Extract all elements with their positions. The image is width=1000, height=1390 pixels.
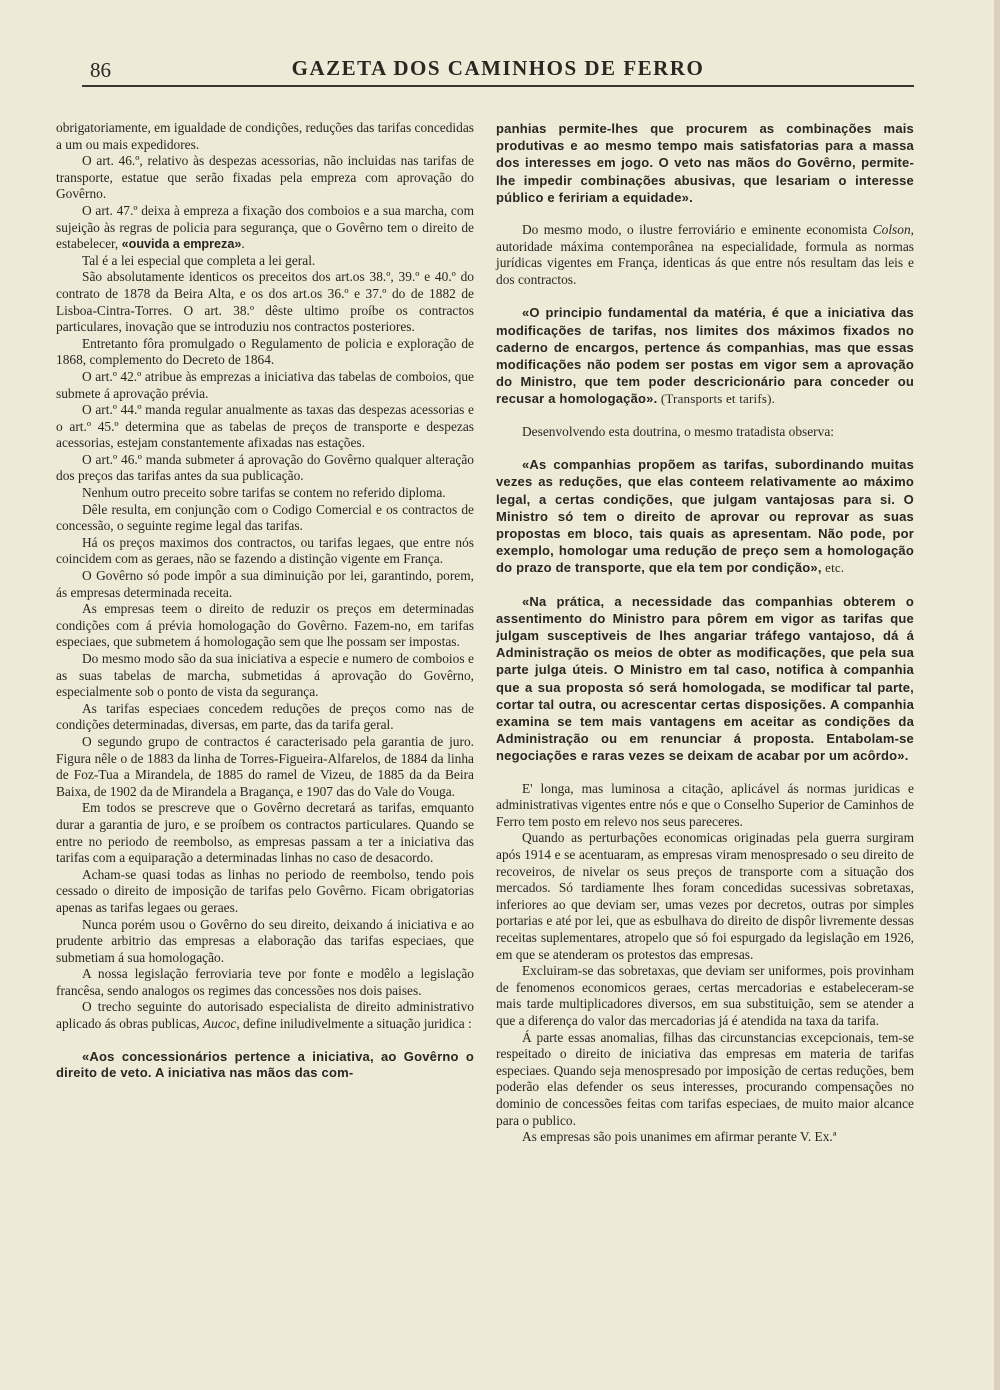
paragraph: Nunca porém usou o Govêrno do seu direito, deixando á iniciativa e ao prudente arbitrio das empresas a elaboração das tarifas especiaes, que submetiam á sua homologação. bbox=[56, 916, 474, 965]
paragraph: Do mesmo modo, o ilustre ferroviário e eminente economista Colson, autoridade máxima contemporânea na especialidade, formula as normas jurídicas vigentes em França, identicas ás que entre nós resultam das leis e dos contractos. bbox=[496, 222, 914, 287]
quotation: «Na prática, a necessidade das companhias obterem o assentimento do Ministro para pôrem em vigor as tarifas que julgam susceptiveis de lhes angariar tráfego vantajoso, dá á Administração os meios de obter as modificações, que pela sua parte julga úteis. O Ministro em tal caso, notifica à companhia que a sua proposta só será homologada, se modificar tal parte, cortar tal outra, ou acrescentar certas disposições. A companhia examina se tem mais vantagens em aceitar as condições da Administração ou em renunciar á proposta. Entabolam-se negociações e raras vezes se deixam de acabar por um acôrdo». bbox=[496, 593, 914, 764]
quotation: panhias permite-lhes que procurem as combinações mais produtivas e ao mesmo tempo mais satisfatorias para a massa dos interesses em jogo. O veto nas mãos do Govêrno, permite-lhe impedir combinações abusivas, que lesariam o interesse público e feririam a equidade». bbox=[496, 121, 914, 205]
paragraph: O segundo grupo de contractos é caracterisado pela garantia de juro. Figura nêle o de 1883 da linha de Torres-Figueira-Alfarelos, de 1884 da linha de Foz-Tua a Mirandela, de 1885 do ramel de Vizeu, de 1885 da da Beira Baixa, de 1902 da de Mirandela a Bragança, e 1907 das do Vale do Vouga. bbox=[56, 733, 474, 799]
author-name: Colson bbox=[872, 222, 911, 238]
quotation: «O principio fundamental da matéria, é que a iniciativa das modificações de tarifas, nos limites dos máximos fixados no caderno de encargos, pertence ás companhias, mas que essas modificações não podem ser postas em vigor sem a aprovação do Ministro, que tem poder descricionário para conceder ou recusar a homologação». (Transports et tarifs). bbox=[496, 305, 914, 407]
paragraph: Acham-se quasi todas as linhas no periodo de reembolso, tendo pois cessado o direito de imposição de tarifas pelo Govêrno. Ficam obrigatorias apenas as tarifas legaes ou geraes. bbox=[56, 866, 474, 915]
header-rule bbox=[82, 85, 914, 87]
author-name: Aucoc bbox=[202, 1016, 237, 1032]
paragraph: O art. 47.º deixa à empreza a fixação dos comboios e a sua marcha, com sujeição às regras de policia para segurança, que o Govêrno tem o direito de estabelecer, «ouvida a empreza». bbox=[56, 202, 474, 252]
quotation: «As companhias propõem as tarifas, subordinando muitas vezes as reduções, que elas conteem relativamente ao máximo legal, a certas condições, que julgam vantajosas para si. O Ministro só tem o direito de aprovar ou reprovar as suas propostas em bloco, tais quais as apresentam. Não pode, por exemplo, homologar uma redução de preço sem a homologação do prazo de transporte, que ela tem por condição», etc. bbox=[496, 457, 914, 576]
citation: (Transports et tarifs). bbox=[657, 391, 776, 407]
paragraph: Em todos se prescreve que o Govêrno decretará as tarifas, emquanto durar a garantia de juro, e se proíbem os contractos particulares. Quando se entre no periodo de reembolso, as empresas passam a ter a iniciativa das tarifas com a equiparação a determinadas linhas no caso de desacordo. bbox=[56, 800, 474, 866]
paragraph: O art.º 42.º atribue às emprezas a iniciativa das tabelas de comboios, que submete á aprovação prévia. bbox=[56, 368, 474, 401]
paragraph: Entretanto fôra promulgado o Regulamento de policia e exploração de 1868, complemento do Decreto de 1864. bbox=[56, 335, 474, 368]
paragraph: Desenvolvendo esta doutrina, o mesmo tratadista observa: bbox=[522, 423, 834, 439]
bold-quote: «ouvida a empreza» bbox=[121, 237, 242, 252]
paragraph: As empresas são pois unanimes em afirmar perante V. Ex.ª bbox=[522, 1129, 837, 1145]
paragraph: obrigatoriamente, em igualdade de condições, reduções das tarifas concedidas a um ou mais expedidores. bbox=[56, 120, 474, 152]
paragraph: Excluiram-se das sobretaxas, que deviam ser uniformes, pois provinham de fenomenos economicos geraes, certas mercadorias e estabeleceram-se mais tarde multiplicadores diversos, em sua substituição, sem se atender a que a diferença do valor das mercadorias já é atendida na taxa da tarifa. bbox=[496, 963, 914, 1028]
journal-title: GAZETA DOS CAMINHOS DE FERRO bbox=[291, 56, 705, 80]
paragraph: E' longa, mas luminosa a citação, aplicável ás normas juridicas e administrativas vigentes entre nós e que o Conselho Superior de Caminhos de Ferro tem posto em relevo nos seus pareceres. bbox=[496, 780, 914, 829]
right-column bbox=[496, 120, 914, 1146]
paragraph: As empresas teem o direito de reduzir os preços em determinadas condições com á prévia homologação do Govêrno. Fazem-no, em tarifas especiaes, que submetem á homologação sem que lhe possam ser impostas. bbox=[56, 601, 474, 650]
paragraph: Tal é a lei especial que completa a lei geral. bbox=[82, 252, 316, 268]
paragraph: As tarifas especiaes concedem reduções de preços como nas de condições determinadas, diversas, em parte, das da tarifa geral. bbox=[56, 700, 474, 733]
paragraph: Nenhum outro preceito sobre tarifas se contem no referido diploma. bbox=[82, 485, 446, 501]
paragraph: Do mesmo modo são da sua iniciativa a especie e numero de comboios e as suas tabelas de marcha, submetidas á aprovação do Govêrno, especialmente sob o ponto de vista da segurança. bbox=[56, 651, 474, 700]
quotation: «Aos concessionários pertence a iniciativa, ao Govêrno o direito de veto. A iniciativa nas mãos das com- bbox=[56, 1048, 474, 1081]
left-column bbox=[56, 120, 474, 1082]
citation: etc. bbox=[821, 560, 845, 576]
paragraph: O art.º 46.º manda submeter á aprovação do Govêrno qualquer alteração dos preços das tarifas antes da sua publicação. bbox=[56, 451, 474, 484]
paragraph: O Govêrno só pode impôr a sua diminuição por lei, garantindo, porem, ás empresas determinada receita. bbox=[56, 568, 474, 600]
paragraph: Á parte essas anomalias, filhas das circunstancias excepcionais, tem-se respeitado o direito de iniciativa das empresas em materia de tarifas especiaes. Quando seja menospresado por imposição de certas reduções, bem poderão elas defender os seus interesses, procurando compensações no dominio de concessões feitas com tarifas especiaes, de muito maior alcance para o publico. bbox=[496, 1029, 914, 1128]
paragraph: Dêle resulta, em conjunção com o Codigo Comercial e os contractos de concessão, o seguinte regime legal das tarifas. bbox=[56, 501, 474, 534]
paragraph: Há os preços maximos dos contractos, ou tarifas legaes, que entre nós coincidem com as geraes, não se fazendo a distinção vigente em França. bbox=[56, 534, 474, 567]
paragraph: O trecho seguinte do autorisado especialista de direito administrativo aplicado ás obras publicas, Aucoc, define iniludivelmente a situação juridica : bbox=[56, 999, 474, 1032]
paragraph: Quando as perturbações economicas originadas pela guerra surgiram após 1914 e se acentuaram, as empresas viram menospresado o seu direito de recoveiros, de nivelar os seus preços de transporte com a situação dos mercados. Só tardiamente lhes foram concedidas sucessivas sobretaxas, inferiores ao que deviam ser, umas vezes por decretos, outras por simples portarias e até por lei, que as esbulhava do direito de dispôr livremente dessas receitas suplementares, atropelo que só foi espurgado da legislação em 1926, em que se atenderam os protestos das empresas. bbox=[496, 830, 914, 962]
page-number: 86 bbox=[90, 58, 111, 82]
page-edge bbox=[994, 0, 1000, 1390]
paragraph: A nossa legislação ferroviaria teve por fonte e modêlo a legislação francêsa, sendo analogos os regimes das concessões nos dois paises. bbox=[56, 966, 474, 998]
paragraph: O art. 46.º, relativo às despezas acessorias, não incluidas nas tarifas de transporte, estatue que serão fixadas pela empreza com aprovação do Govêrno. bbox=[56, 153, 474, 202]
page-header bbox=[82, 56, 914, 88]
paragraph: O art.º 44.º manda regular anualmente as taxas das despezas acessorias e o art.º 45.º determina que as tabelas de preços de transporte e despezas acessorias, estejam constantemente afixadas nas estações. bbox=[56, 402, 474, 451]
paragraph: São absolutamente identicos os preceitos dos art.os 38.º, 39.º e 40.º do contrato de 1878 da Beira Alta, e os dos art.os 36.º e 37.º do de 1882 de Lisboa-Cintra-Torres. O art. 38.º dêste ultimo proíbe os contractos particulares, inovação que se introduziu nos contractos posteriores. bbox=[56, 269, 474, 335]
